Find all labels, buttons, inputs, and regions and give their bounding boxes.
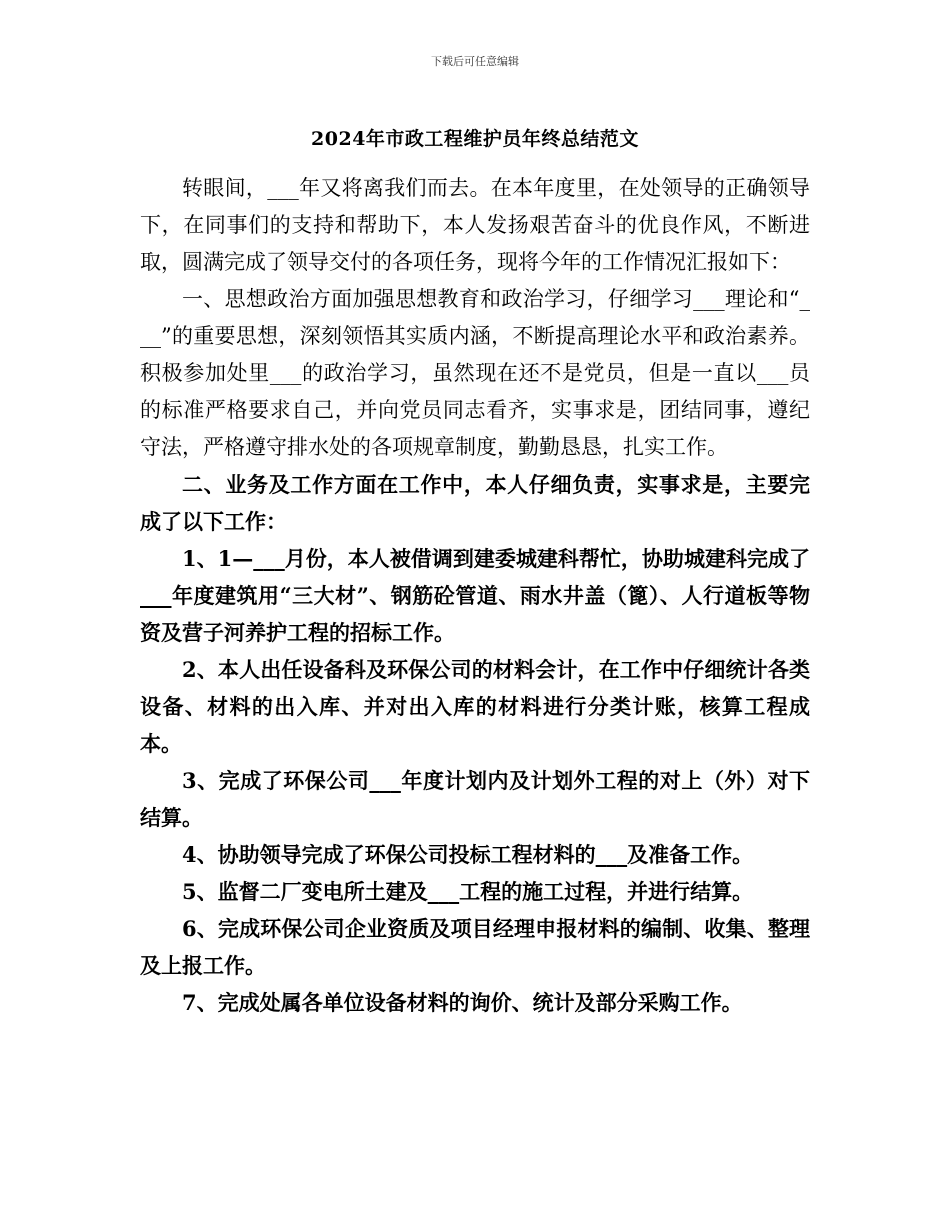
paragraph-intro: 转眼间，___年又将离我们而去。在本年度里，在处领导的正确领导下，在同事们的支持和帮助下，本人发扬艰苦奋斗的优良作风，不断进取，圆满完成了领导交付的各项任务，现将今年的工作情况汇报如下： [140, 176, 810, 274]
paragraph-item-7: 7、完成处属各单位设备材料的询价、统计及部分采购工作。 [182, 990, 743, 1015]
paragraph-item-5: 5、监督二厂变电所土建及___工程的施工过程，并进行结算。 [182, 879, 754, 904]
header-note: 下载后可任意编辑 [431, 55, 519, 68]
document-body [140, 170, 810, 1021]
paragraph-item-1: 1、1—___月份，本人被借调到建委城建科帮忙，协助城建科完成了___年度建筑用“三大材”、钢筋砼管道、雨水井盖（篦）、人行道板等物资及营子河养护工程的招标工作。 [140, 546, 810, 645]
document-title: 2024年市政工程维护员年终总结范文 [311, 128, 639, 150]
paragraph-item-6: 6、完成环保公司企业资质及项目经理申报材料的编制、收集、整理及上报工作。 [140, 916, 810, 978]
paragraph-business: 二、业务及工作方面在工作中，本人仔细负责，实事求是，主要完成了以下工作： [140, 472, 810, 534]
paragraph-item-4: 4、协助领导完成了环保公司投标工程材料的___及准备工作。 [182, 842, 754, 867]
paragraph-item-3: 3、完成了环保公司___年度计划内及计划外工程的对上（外）对下结算。 [140, 768, 810, 830]
paragraph-political: 一、思想政治方面加强思想教育和政治学习，仔细学习___理论和“___”的重要思想，深刻领悟其实质内涵，不断提高理论水平和政治素养。积极参加处里___的政治学习，虽然现在还不是党员，但是一直以___员的标准严格要求自己，并向党员同志看齐，实事求是，团结同事，遵纪守法，严格遵守排水处的各项规章制度，勤勤恳恳，扎实工作。 [140, 287, 810, 459]
paragraph-item-2: 2、本人出任设备科及环保公司的材料会计，在工作中仔细统计各类设备、材料的出入库、并对出入库的材料进行分类计账，核算工程成本。 [140, 657, 810, 756]
